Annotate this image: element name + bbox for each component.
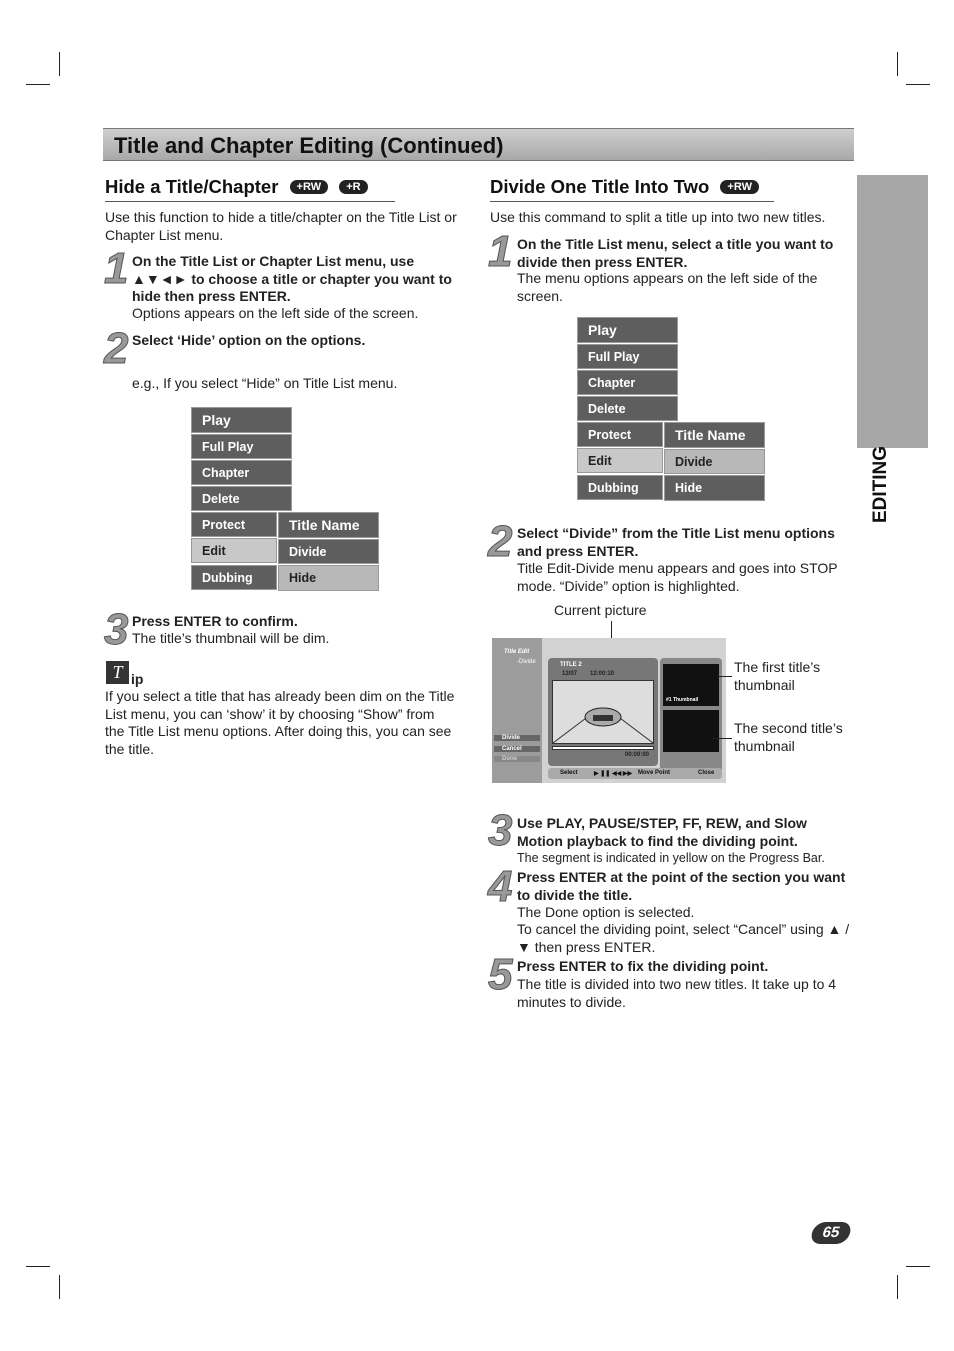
right-heading-text: Divide One Title Into Two	[490, 176, 710, 197]
page-number: 65	[809, 1222, 853, 1244]
step-number-4: 4	[488, 862, 511, 911]
left-section-heading	[105, 176, 395, 202]
option-done[interactable]: Done	[494, 756, 540, 762]
step-number-2: 2	[104, 324, 127, 373]
tip-label: ip	[131, 671, 144, 687]
right-intro: Use this command to split a title up into two new titles.	[490, 209, 826, 225]
screen-title: TITLE 2	[560, 662, 582, 668]
crop-mark	[897, 52, 898, 76]
step-number-1: 1	[104, 244, 127, 293]
right-step5-bold: Press ENTER to fix the dividing point.	[517, 958, 769, 974]
crop-mark	[59, 1275, 60, 1299]
footer-move-point: Move Point	[638, 770, 671, 776]
screen-time: 12:00:10	[590, 671, 615, 677]
option-cancel[interactable]: Cancel	[494, 746, 540, 752]
menu-item-full-play[interactable]: Full Play	[577, 344, 678, 369]
menu-item-delete[interactable]: Delete	[191, 486, 292, 511]
callout-second-thumbnail: The second title’s thumbnail	[734, 720, 843, 754]
tip-icon: T	[106, 661, 129, 684]
tip-text: If you select a title that has already been dim on the Title List menu, you can ‘show’ it by choosing “Show” from the Title List menu options. After doing this, you can see the title.	[105, 688, 455, 757]
badge-r: +R	[339, 180, 367, 194]
crop-mark	[26, 1266, 50, 1267]
left-heading-text: Hide a Title/Chapter	[105, 176, 279, 197]
left-step1-text: Options appears on the left side of the screen.	[132, 305, 419, 321]
submenu-item-divide[interactable]: Divide	[278, 539, 379, 564]
thumbnail-label: #1 Thumbnail	[666, 697, 699, 703]
menu-item-edit[interactable]: Edit	[577, 448, 663, 473]
menu-item-play[interactable]: Play	[577, 317, 678, 343]
crop-mark	[906, 1266, 930, 1267]
right-step2-bold: Select “Divide” from the Title List menu options and press ENTER.	[517, 525, 835, 559]
badge-rw: +RW	[290, 180, 329, 194]
right-step4-text1: The Done option is selected.	[517, 904, 695, 920]
callout-first-thumbnail: The first title’s thumbnail	[734, 659, 821, 693]
screen-sub: -Divide	[517, 659, 536, 665]
left-step3-text: The title’s thumbnail will be dim.	[132, 630, 330, 646]
callout-line	[718, 676, 732, 677]
option-divide[interactable]: Divide	[494, 735, 540, 741]
progress-bar[interactable]	[552, 746, 654, 750]
left-intro: Use this function to hide a title/chapter on the Title List or Chapter List menu.	[105, 209, 457, 243]
footer-controls-icon: ▶ ❚❚ ◀◀ ▶▶	[594, 771, 633, 777]
right-step5-text: The title is divided into two new titles. It take up to 4 minutes to divide.	[517, 976, 837, 1010]
right-step4-text2: To cancel the dividing point, select “Cancel” using ▲ / ▼ then press ENTER.	[517, 921, 850, 955]
right-step3-bold: Use PLAY, PAUSE/STEP, FF, REW, and Slow Motion playback to find the dividing point.	[517, 815, 807, 849]
left-step1-bold: On the Title List or Chapter List menu, use ▲▼◄► to choose a title or chapter you want to hide then press ENTER.	[132, 253, 452, 304]
page-title: Title and Chapter Editing (Continued)	[114, 133, 504, 158]
right-step2-text: Title Edit-Divide menu appears and goes into STOP mode. “Divide” option is highlighted.	[517, 560, 838, 594]
step-number-5: 5	[488, 950, 511, 999]
right-step4-bold: Press ENTER at the point of the section you want to divide the title.	[517, 869, 846, 903]
current-picture	[552, 680, 654, 744]
submenu-title-name: Title Name	[278, 512, 379, 538]
submenu-item-hide[interactable]: Hide	[278, 565, 379, 591]
footer-select: Select	[560, 770, 578, 776]
menu-item-full-play[interactable]: Full Play	[191, 434, 292, 459]
section-banner	[103, 128, 854, 161]
screen-date: 12/07	[562, 671, 578, 677]
crop-mark	[26, 84, 50, 85]
badge-rw: +RW	[720, 180, 759, 194]
menu-item-protect[interactable]: Protect	[577, 422, 663, 447]
step-number-1: 1	[488, 227, 511, 276]
screen-left-panel	[492, 638, 542, 783]
menu-item-chapter[interactable]: Chapter	[191, 460, 292, 485]
footer-close: Close	[698, 770, 715, 776]
side-tab-label: EDITING	[870, 445, 891, 523]
left-step3-bold: Press ENTER to confirm.	[132, 613, 298, 629]
left-step2-bold: Select ‘Hide’ option on the options.	[132, 332, 366, 348]
submenu-item-hide[interactable]: Hide	[664, 475, 765, 501]
screen-header: Title Edit	[504, 649, 530, 655]
menu-item-protect[interactable]: Protect	[191, 512, 277, 537]
right-step1-text: The menu options appears on the left side of the screen.	[517, 270, 818, 304]
car-image-icon	[553, 681, 653, 743]
left-example: e.g., If you select “Hide” on Title List menu.	[132, 375, 398, 391]
side-tab	[857, 175, 928, 523]
submenu-title-name: Title Name	[664, 422, 765, 448]
submenu-item-divide[interactable]: Divide	[664, 449, 765, 474]
right-step1-bold: On the Title List menu, select a title you want to divide then press ENTER.	[517, 236, 834, 270]
step-number-3: 3	[104, 605, 127, 654]
crop-mark	[906, 84, 930, 85]
crop-mark	[897, 1275, 898, 1299]
menu-item-dubbing[interactable]: Dubbing	[191, 565, 277, 590]
menu-item-chapter[interactable]: Chapter	[577, 370, 678, 395]
callout-line	[711, 738, 732, 739]
screen-counter: 00:00:00	[625, 752, 650, 758]
menu-item-play[interactable]: Play	[191, 407, 292, 433]
crop-mark	[59, 52, 60, 76]
right-section-heading	[490, 176, 774, 202]
menu-item-delete[interactable]: Delete	[577, 396, 678, 421]
menu-item-edit[interactable]: Edit	[191, 538, 277, 563]
title-edit-divide-screen	[492, 638, 726, 783]
second-thumbnail	[663, 710, 719, 752]
step-number-2: 2	[488, 517, 511, 566]
step-number-3: 3	[488, 806, 511, 855]
callout-current-picture: Current picture	[554, 602, 647, 618]
menu-item-dubbing[interactable]: Dubbing	[577, 475, 663, 500]
right-step3-text: The segment is indicated in yellow on the Progress Bar.	[517, 851, 825, 865]
